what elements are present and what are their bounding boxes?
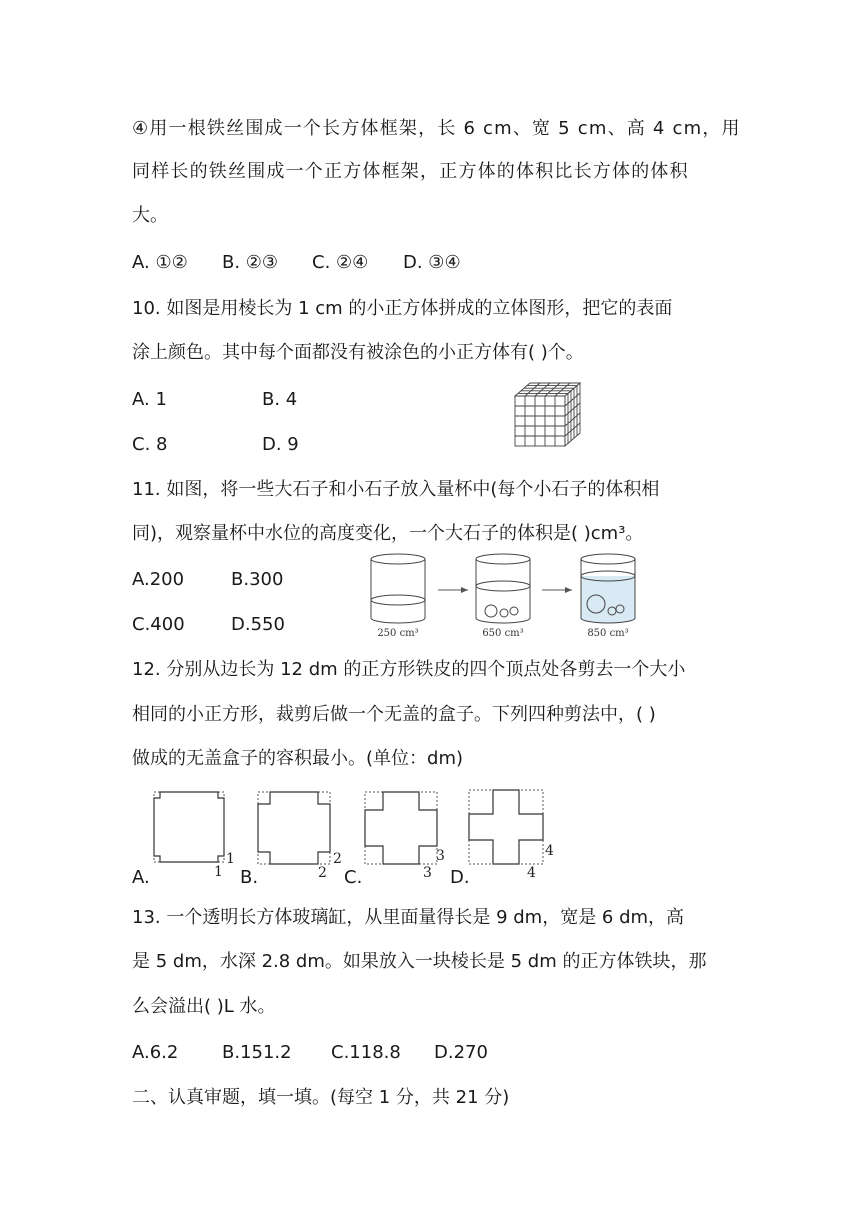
q11-option-b: B.300 — [231, 569, 284, 590]
q9-option-c: C. ②④ — [312, 252, 369, 273]
q11-question-line-1: 11. 如图，将一些大石子和小石子放入量杯中(每个小石子的体积相 — [132, 479, 660, 500]
cut-size-label-d-side: 4 — [545, 843, 554, 859]
cut-pattern-c — [361, 788, 457, 882]
q11-option-c: C.400 — [132, 614, 185, 635]
cut-size-label-c-side: 3 — [436, 848, 445, 864]
q12-option-a-letter: A. — [132, 867, 150, 888]
q9-option-b: B. ②③ — [222, 252, 279, 273]
q13-option-a: A.6.2 — [132, 1042, 179, 1063]
measuring-cups-figure — [364, 550, 636, 642]
q9-option-d: D. ③④ — [403, 252, 461, 273]
q9-statement-line-3: 大。 — [132, 205, 168, 226]
q12-question-line-3: 做成的无盖盒子的容积最小。(单位：dm) — [132, 748, 464, 769]
q10-option-c: C. 8 — [132, 434, 168, 455]
cut-size-label-d-bottom: 4 — [527, 865, 536, 881]
q11-option-a: A.200 — [132, 569, 185, 590]
cut-pattern-b — [254, 788, 350, 882]
cut-pattern-a — [150, 788, 242, 882]
cut-pattern-d — [465, 786, 565, 882]
q10-question-line-2: 涂上颜色。其中每个面都没有被涂色的小正方体有( )个。 — [132, 342, 584, 363]
cup-3-volume-label: 850 cm³ — [587, 628, 629, 639]
q10-option-a: A. 1 — [132, 389, 167, 410]
q12-option-c-letter: C. — [344, 867, 363, 888]
cut-size-label-a-bottom: 1 — [214, 864, 223, 880]
q13-question-line-1: 13. 一个透明长方体玻璃缸，从里面量得长是 9 dm，宽是 6 dm，高 — [132, 907, 685, 928]
q13-question-line-2: 是 5 dm，水深 2.8 dm。如果放入一块棱长是 5 dm 的正方体铁块，那 — [132, 951, 707, 972]
q9-statement-line-1: ④用一根铁丝围成一个长方体框架，长 6 cm、宽 5 cm、高 4 cm，用 — [132, 118, 741, 139]
q13-question-line-3: 么会溢出( )L 水。 — [132, 996, 276, 1017]
q11-option-d: D.550 — [231, 614, 285, 635]
q10-option-d: D. 9 — [262, 434, 299, 455]
cup-1-volume-label: 250 cm³ — [377, 628, 419, 639]
cup-3 — [581, 554, 635, 623]
q9-option-a: A. ①② — [132, 252, 188, 273]
q10-question-line-1: 10. 如图是用棱长为 1 cm 的小正方体拼成的立体图形，把它的表面 — [132, 298, 673, 319]
cup-2 — [476, 554, 530, 623]
q12-question-line-2: 相同的小正方形，裁剪后做一个无盖的盒子。下列四种剪法中，( ) — [132, 704, 656, 725]
cut-size-label-a-side: 1 — [226, 851, 235, 867]
section-2-heading: 二、认真审题，填一填。(每空 1 分，共 21 分) — [132, 1087, 510, 1108]
cube-assembly-figure — [510, 378, 594, 452]
cut-size-label-b-side: 2 — [333, 851, 342, 867]
q10-option-b: B. 4 — [262, 389, 298, 410]
q9-statement-line-2: 同样长的铁丝围成一个正方体框架，正方体的体积比长方体的体积 — [132, 161, 689, 182]
q12-question-line-1: 12. 分别从边长为 12 dm 的正方形铁皮的四个顶点处各剪去一个大小 — [132, 659, 686, 680]
cup-1 — [371, 554, 425, 623]
cut-size-label-b-bottom: 2 — [318, 865, 327, 881]
q11-question-line-2: 同)，观察量杯中水位的高度变化，一个大石子的体积是( )cm³。 — [132, 523, 644, 544]
q13-option-d: D.270 — [434, 1042, 488, 1063]
q12-option-d-letter: D. — [450, 867, 470, 888]
q12-option-b-letter: B. — [240, 867, 259, 888]
q13-option-c: C.118.8 — [331, 1042, 401, 1063]
cut-size-label-c-bottom: 3 — [423, 865, 432, 881]
q13-option-b: B.151.2 — [222, 1042, 292, 1063]
cup-2-volume-label: 650 cm³ — [482, 628, 524, 639]
